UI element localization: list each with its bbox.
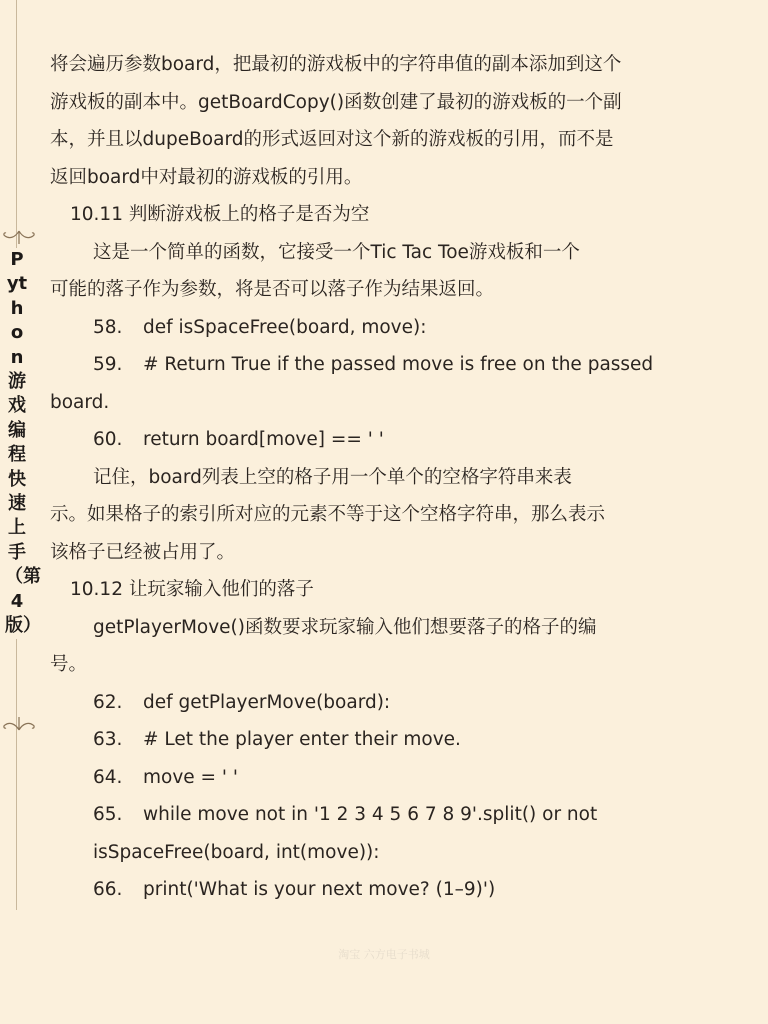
book-title-vertical: Python游戏编程快速上手（第4版） [5, 248, 29, 639]
line-text: 示。如果格子的索引所对应的元素不等于这个空格字符串，那么表示 [50, 504, 606, 525]
line-number: 63. [93, 729, 123, 750]
line-text: # Return True if the passed move is free on the passed [143, 354, 654, 375]
line-text: 可能的落子作为参数，将是否可以落子作为结果返回。 [50, 279, 495, 300]
text-line [50, 121, 710, 159]
line-text: isSpaceFree(board, int(move)): [93, 841, 380, 863]
text-line [50, 534, 710, 572]
text-line [50, 46, 710, 84]
line-text: 本，并且以dupeBoard的形式返回对这个新的游戏板的引用，而不是 [50, 129, 614, 150]
line-text: def isSpaceFree(board, move): [143, 316, 427, 338]
text-line [50, 84, 710, 122]
line-text: 这是一个简单的函数，它接受一个Tic Tac Toe游戏板和一个 [93, 241, 580, 263]
line-number: 60. [93, 429, 123, 450]
text-line [50, 609, 710, 647]
line-number: 62. [93, 691, 123, 713]
code-line [50, 346, 710, 384]
line-number: 65. [93, 804, 123, 825]
line-text: return board[move] == ' ' [143, 429, 384, 450]
text-line [50, 459, 710, 497]
line-text: 该格子已经被占用了。 [50, 541, 236, 563]
line-text: 10.11 判断游戏板上的格子是否为空 [70, 204, 370, 225]
watermark: 淘宝 六方电子书城 [338, 948, 430, 961]
text-line [50, 571, 710, 609]
text-line [50, 834, 710, 872]
text-line [50, 159, 710, 197]
line-text: 记住，board列表上空的格子用一个单个的空格字符串来表 [93, 466, 572, 488]
line-number: 66. [93, 879, 123, 900]
line-number: 58. [93, 316, 123, 338]
flourish-top-icon [2, 229, 36, 245]
line-text: 将会遍历参数board，把最初的游戏板中的字符串值的副本添加到这个 [50, 54, 622, 75]
line-text: board. [50, 391, 110, 413]
text-line [50, 384, 710, 422]
code-line [50, 684, 710, 722]
code-line [50, 421, 710, 459]
code-line [50, 759, 710, 797]
code-line [50, 796, 710, 834]
line-text: def getPlayerMove(board): [143, 691, 391, 713]
text-line [50, 496, 710, 534]
line-text: 10.12 让玩家输入他们的落子 [70, 579, 314, 600]
text-line [50, 234, 710, 272]
code-line [50, 871, 710, 909]
flourish-bottom-icon [2, 716, 36, 732]
line-text: move = ' ' [143, 766, 238, 788]
line-number: 59. [93, 354, 123, 375]
line-text: 返回board中对最初的游戏板的引用。 [50, 166, 363, 188]
line-text: getPlayerMove()函数要求玩家输入他们想要落子的格子的编 [93, 616, 597, 638]
text-line [50, 646, 710, 684]
text-line [50, 196, 710, 234]
line-text: 号。 [50, 654, 88, 675]
page-body [50, 46, 710, 909]
line-text: # Let the player enter their move. [143, 729, 461, 750]
code-line [50, 309, 710, 347]
line-text: print('What is your next move? (1–9)') [143, 879, 496, 900]
line-text: 游戏板的副本中。getBoardCopy()函数创建了最初的游戏板的一个副 [50, 91, 622, 113]
code-line [50, 721, 710, 759]
line-text: while move not in '1 2 3 4 5 6 7 8 9'.split() or not [143, 804, 598, 825]
line-number: 64. [93, 766, 123, 788]
text-line [50, 271, 710, 309]
